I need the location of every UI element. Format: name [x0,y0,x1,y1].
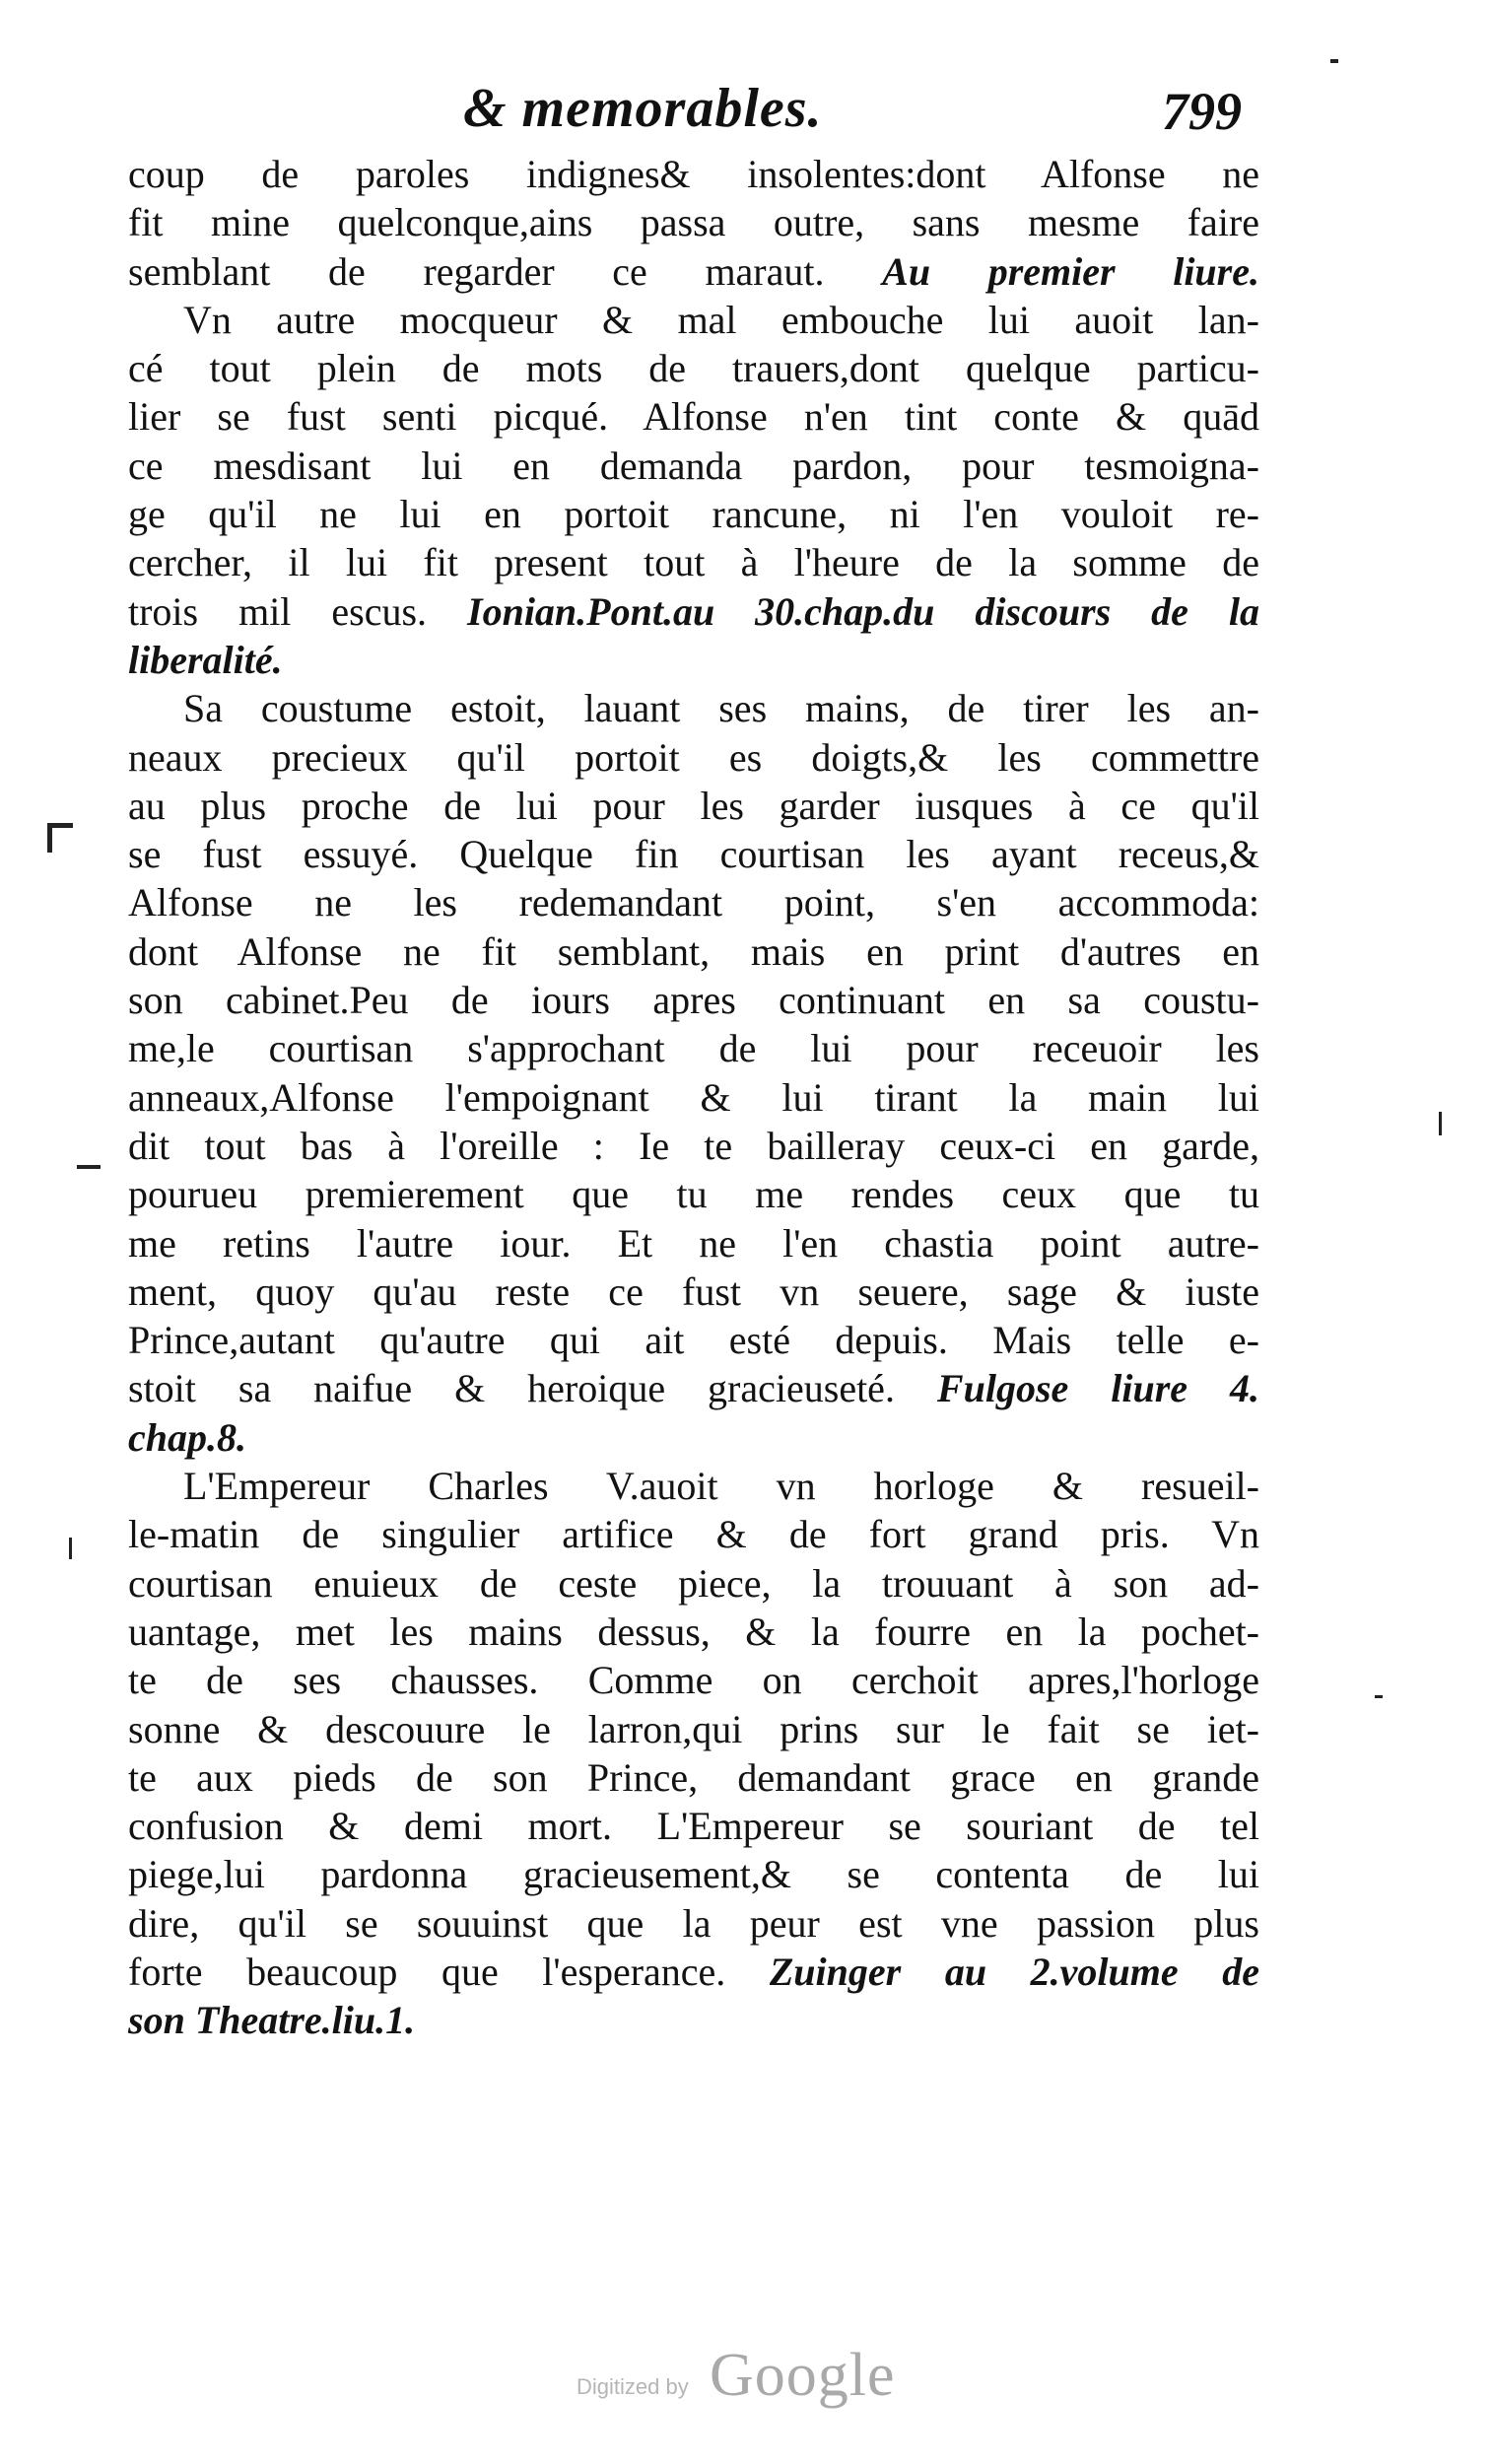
text-line: te aux pieds de son Prince, demandant grace en grande [128,1754,1259,1800]
paragraph-start: Sa coustume estoit, lauant ses mains, de tirer les an- [183,686,1259,731]
scan-mark [77,1165,101,1169]
text-line: dire, qu'il se souuinst que la peur est vne passion plus [128,1900,1259,1946]
google-logo: Google [710,2342,896,2409]
text-line: sonne & descouure le larron,qui prins sur le fait se iet- [128,1706,1259,1751]
page-number: 799 [1162,82,1242,141]
citation: son Theatre.liu.1. [128,1998,416,2043]
digitized-by-label: Digitized by [577,2374,689,2399]
citation: Au premier liure. [882,248,1259,294]
text-line: dit tout bas à l'oreille : Ie te bailleray ceux-ci en garde, [128,1123,1259,1168]
running-title: & memorables. [463,78,823,139]
text-line: ce mesdisant lui en demanda pardon, pour tesmoigna- [128,443,1259,488]
text-line: pourueu premierement que tu me rendes ceux que tu [128,1172,1259,1217]
scan-mark [1375,1695,1383,1698]
text-line: me retins l'autre iour. Et ne l'en chastia point autre- [128,1220,1259,1266]
scan-mark [47,823,52,853]
text-line [128,247,1259,296]
text-line: neaux precieux qu'il portoit es doigts,& les commettre [128,734,1259,780]
text-line: uantage, met les mains dessus, & la fourre en la pochet- [128,1608,1259,1654]
text-line: ment, quoy qu'au reste ce fust vn seuere, sage & iuste [128,1268,1259,1314]
citation: liberalité. [128,637,283,682]
text-line: cé tout plein de mots de trauers,dont quelque particu- [128,346,1259,391]
text-span: stoit sa naifue & heroique gracieuseté. [128,1366,895,1411]
text-span: forte beaucoup que l'esperance. [128,1949,726,1994]
text-line: anneaux,Alfonse l'empoignant & lui tirant la main lui [128,1074,1259,1120]
citation: chap.8. [128,1414,246,1460]
text-line [128,587,1259,636]
text-line [128,1413,1259,1462]
running-head [138,77,1242,146]
text-line: lier se fust senti picqué. Alfonse n'en tint conte & quād [128,394,1259,440]
citation: Fulgose liure 4. [936,1366,1260,1411]
text-line: piege,lui pardonna gracieusement,& se contenta de lui [128,1852,1259,1897]
paragraph-start: Vn autre mocqueur & mal embouche lui auoit lan- [183,297,1259,342]
scan-mark [1439,1112,1442,1135]
text-line: son cabinet.Peu de iours apres continuant en sa coustu- [128,978,1259,1023]
scan-mark [69,1538,72,1559]
text-span: trois mil escus. [128,588,428,634]
paragraph-start: L'Empereur Charles V.auoit vn horloge & resueil- [183,1464,1259,1509]
digitization-watermark [577,2341,931,2410]
text-line: se fust essuyé. Quelque fin courtisan les ayant receus,& [128,832,1259,877]
text-line: Prince,autant qu'autre qui ait esté depuis. Mais telle e- [128,1318,1259,1363]
text-span: semblant de regarder ce maraut. [128,248,825,294]
text-line: dont Alfonse ne fit semblant, mais en print d'autres en [128,928,1259,974]
text-line [128,1996,1259,2044]
text-line: coup de paroles indignes& insolentes:dont Alfonse ne [128,152,1259,196]
text-line: te de ses chausses. Comme on cerchoit apres,l'horloge [128,1658,1259,1703]
body-text [128,150,1259,2045]
text-line: au plus proche de lui pour les garder iusques à ce qu'il [128,783,1259,828]
text-line: ge qu'il ne lui en portoit rancune, ni l'en vouloit re- [128,492,1259,537]
text-line [128,1364,1259,1412]
text-line: cercher, il lui fit present tout à l'heure de la somme de [128,540,1259,585]
text-line: courtisan enuieux de ceste piece, la trouuant à son ad- [128,1560,1259,1606]
text-line: fit mine quelconque,ains passa outre, sans mesme faire [128,200,1259,245]
scan-mark [1330,59,1338,63]
text-line: le-matin de singulier artifice & de fort grand pris. Vn [128,1512,1259,1557]
text-line: Alfonse ne les redemandant point, s'en accommoda: [128,880,1259,925]
citation: Ionian.Pont.au 30.chap.du discours de la [467,588,1260,634]
text-line: confusion & demi mort. L'Empereur se souriant de tel [128,1804,1259,1849]
text-line [128,1948,1259,1996]
citation: Zuinger au 2.volume de [769,1949,1259,1994]
text-line: me,le courtisan s'approchant de lui pour receuoir les [128,1026,1259,1071]
text-line [128,636,1259,684]
